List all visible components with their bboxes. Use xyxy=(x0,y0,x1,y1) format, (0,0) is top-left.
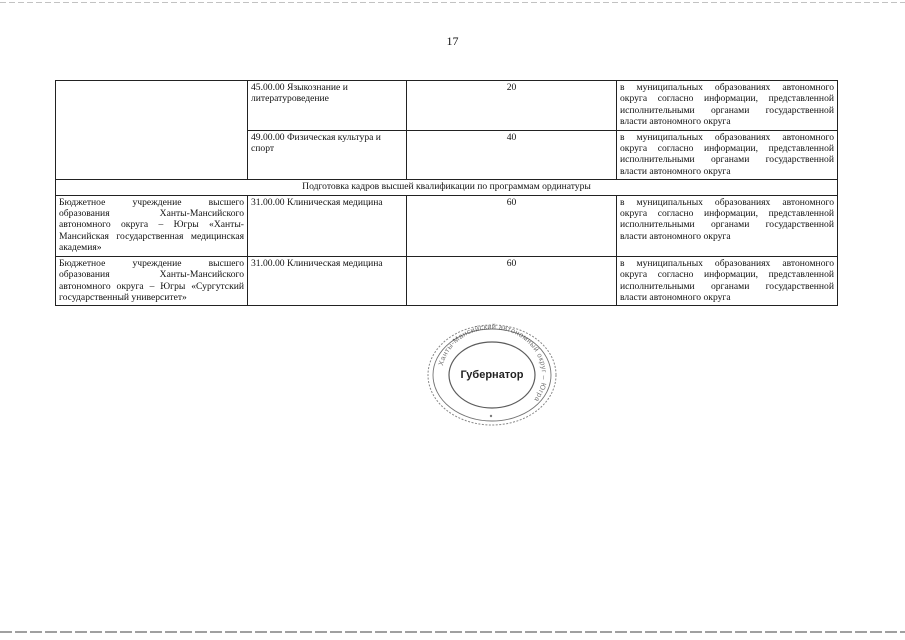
source-cell: в муниципальных образованиях автономного округа согласно информации, представленной исполнительными органами государственной власти автономного округа xyxy=(617,81,838,131)
specialty-cell: 31.00.00 Клиническая медицина xyxy=(248,195,407,256)
section-title: Подготовка кадров высшей квалификации по программам ординатуры xyxy=(56,180,838,195)
org-cell: Бюджетное учреждение высшего образования Ханты-Мансийского автономного округа – Югры «Ханты-Мансийская государственная медицинская академия» xyxy=(56,195,248,256)
scan-edge-bottom xyxy=(0,631,905,633)
source-cell: в муниципальных образованиях автономного округа согласно информации, представленной исполнительными органами государственной власти автономного округа xyxy=(617,130,838,180)
specialty-cell: 31.00.00 Клиническая медицина xyxy=(248,256,407,306)
org-cell: Бюджетное учреждение высшего образования Ханты-Мансийского автономного округа – Югры «Сургутский государственный университет» xyxy=(56,256,248,306)
table-row xyxy=(56,81,838,131)
count-cell: 20 xyxy=(407,81,617,131)
source-cell: в муниципальных образованиях автономного округа согласно информации, представленной исполнительными органами государственной власти автономного округа xyxy=(617,256,838,306)
specialty-cell: 45.00.00 Языкознание и литературоведение xyxy=(248,81,407,131)
count-cell: 60 xyxy=(407,195,617,256)
seal-star-icon xyxy=(490,415,492,417)
org-cell-empty xyxy=(56,81,248,180)
governor-seal xyxy=(422,320,562,430)
allocation-table xyxy=(55,80,838,306)
table-row xyxy=(56,195,838,256)
seal-ring-text: Ханты-Мансийский автономный округ – Югра xyxy=(436,321,550,404)
page-number: 17 xyxy=(446,34,459,48)
specialty-cell: 49.00.00 Физическая культура и спорт xyxy=(248,130,407,180)
count-cell: 40 xyxy=(407,130,617,180)
section-header-row xyxy=(56,180,838,195)
table-row xyxy=(56,256,838,306)
count-cell: 60 xyxy=(407,256,617,306)
seal-center-text: Губернатор xyxy=(460,369,524,381)
scan-edge-top xyxy=(0,2,905,3)
source-cell: в муниципальных образованиях автономного округа согласно информации, представленной исполнительными органами государственной власти автономного округа xyxy=(617,195,838,256)
